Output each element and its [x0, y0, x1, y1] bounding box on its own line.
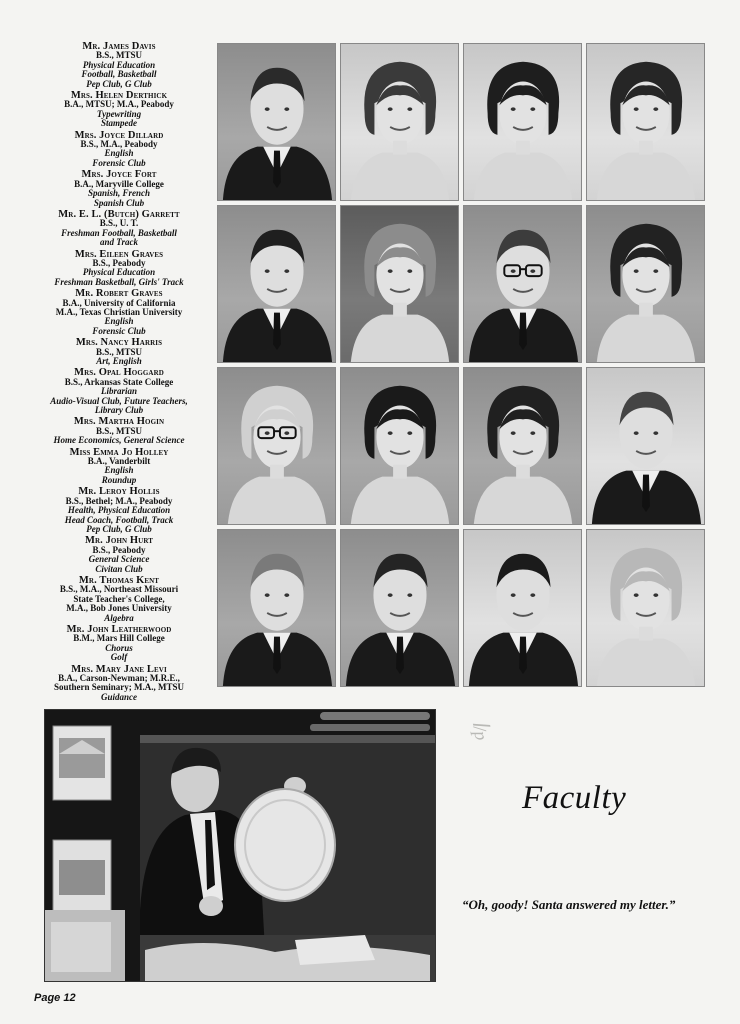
faculty-portrait — [586, 367, 705, 525]
faculty-duty: Spanish, French — [87, 188, 151, 199]
faculty-duty: Library Club — [94, 405, 144, 416]
faculty-portrait — [340, 367, 459, 525]
page-number: Page 12 — [34, 992, 76, 1004]
faculty-duty: English — [104, 316, 134, 327]
faculty-duty: English — [104, 148, 134, 159]
faculty-portrait — [463, 205, 582, 363]
faculty-degree: B.S., Peabody — [92, 257, 146, 268]
faculty-duty: Freshman Football, Basketball — [61, 227, 177, 238]
portrait-photo — [464, 206, 581, 362]
faculty-entry — [30, 625, 208, 663]
faculty-duty: Roundup — [101, 474, 137, 485]
portrait-photo — [464, 530, 581, 686]
faculty-portrait — [586, 205, 705, 363]
faculty-duty: Forensic Club — [92, 157, 146, 168]
faculty-degree: B.S., M.A., Northeast Missouri — [59, 584, 179, 595]
faculty-portrait — [217, 205, 336, 363]
section-title: Faculty — [522, 780, 627, 816]
faculty-entry — [30, 289, 208, 336]
faculty-duty: Football, Basketball — [81, 69, 157, 80]
faculty-degree: B.A., Carson-Newman; M.R.E., — [58, 673, 180, 683]
faculty-degree: B.S., M.A., Peabody — [80, 139, 158, 150]
faculty-entry — [30, 42, 208, 89]
faculty-duty: Stampede — [101, 118, 137, 129]
faculty-duty: Pep Club, G Club — [86, 523, 152, 534]
faculty-name: Mr. John Hurt — [84, 535, 154, 547]
faculty-portrait — [586, 529, 705, 687]
faculty-degree: B.S., U. T. — [99, 218, 139, 229]
faculty-name: Mr. Robert Graves — [75, 288, 163, 300]
faculty-duty: General Science — [88, 554, 150, 565]
faculty-name: Mrs. Joyce Dillard — [74, 129, 164, 141]
faculty-degree: B.A., Vanderbilt — [87, 456, 151, 467]
faculty-name: Mrs. Joyce Fort — [81, 169, 157, 181]
faculty-entry — [30, 576, 208, 623]
portrait-photo — [341, 44, 458, 200]
faculty-portrait — [217, 529, 336, 687]
portrait-photo — [587, 44, 704, 200]
faculty-entry — [30, 368, 208, 415]
faculty-duty: Algebra — [104, 612, 134, 623]
faculty-degree: M.A., Texas Christian University — [55, 306, 183, 317]
faculty-degree: B.S., Peabody — [92, 544, 146, 555]
portrait-photo — [218, 44, 335, 200]
faculty-entry — [30, 210, 208, 248]
faculty-degree: B.A., MTSU; M.A., Peabody — [64, 99, 174, 110]
faculty-name: Mrs. Eileen Graves — [74, 248, 164, 260]
faculty-entry — [30, 417, 208, 445]
faculty-duty: Physical Education — [82, 59, 156, 70]
portrait-photo — [464, 368, 581, 524]
faculty-portrait-grid — [217, 43, 706, 687]
pencil-mark: ꟾ/р — [468, 719, 492, 742]
faculty-captions — [30, 42, 208, 704]
faculty-duty: Head Coach, Football, Track — [64, 514, 174, 525]
faculty-name: Mr. Leroy Hollis — [78, 486, 160, 498]
portrait-photo — [341, 206, 458, 362]
photo-caption-quote: “Oh, goody! Santa answered my letter.” — [462, 897, 676, 912]
faculty-degree: M.A., Bob Jones University — [66, 603, 172, 614]
faculty-duty: English — [104, 465, 134, 476]
faculty-entry — [30, 487, 208, 534]
faculty-portrait — [463, 367, 582, 525]
faculty-name: Miss Emma Jo Holley — [69, 446, 169, 458]
portrait-photo — [587, 206, 704, 362]
faculty-portrait — [340, 205, 459, 363]
faculty-name: Mrs. Nancy Harris — [75, 337, 163, 349]
faculty-portrait — [463, 529, 582, 687]
faculty-entry — [30, 338, 208, 366]
classroom-photo — [44, 709, 436, 982]
faculty-entry — [30, 250, 208, 288]
faculty-duty: Physical Education — [82, 267, 156, 278]
portrait-photo — [218, 206, 335, 362]
faculty-entry — [30, 170, 208, 208]
portrait-photo — [341, 530, 458, 686]
faculty-degree: State Teacher's College, — [73, 593, 165, 604]
faculty-duty: Civitan Club — [95, 563, 143, 574]
faculty-name: Mr. James Davis — [82, 41, 156, 52]
faculty-portrait — [340, 529, 459, 687]
faculty-degree: B.A., University of California — [62, 297, 176, 308]
faculty-name: Mr. John Leatherwood — [66, 623, 172, 635]
faculty-degree: B.S., MTSU — [95, 425, 142, 436]
faculty-degree: B.S., MTSU — [95, 50, 142, 61]
faculty-portrait — [217, 43, 336, 201]
faculty-duty: Freshman Basketball, Girls' Track — [54, 276, 184, 287]
faculty-name: Mr. E. L. (Butch) Garrett — [58, 208, 180, 220]
faculty-portrait — [217, 367, 336, 525]
faculty-duty: Chorus — [105, 642, 133, 653]
portrait-photo — [341, 368, 458, 524]
faculty-duty: Health, Physical Education — [67, 505, 171, 516]
faculty-entry — [30, 448, 208, 486]
faculty-name: Mrs. Helen Derthick — [70, 90, 168, 102]
faculty-degree: B.M., Mars Hill College — [73, 633, 165, 644]
faculty-duty: Art, English — [96, 356, 142, 366]
faculty-degree: B.S., Arkansas State College — [64, 376, 174, 387]
classroom-photo-illustration — [45, 710, 435, 981]
portrait-photo — [218, 530, 335, 686]
faculty-duty: Librarian — [100, 386, 137, 397]
faculty-duty: Pep Club, G Club — [86, 78, 152, 89]
portrait-photo — [587, 368, 704, 524]
faculty-degree: B.S., MTSU — [95, 346, 142, 357]
faculty-duty: and Track — [100, 237, 138, 248]
faculty-name: Mrs. Opal Hoggard — [74, 367, 164, 379]
faculty-entry — [30, 665, 208, 703]
faculty-portrait — [340, 43, 459, 201]
faculty-name: Mrs. Mary Jane Levi — [71, 663, 167, 675]
faculty-portrait — [463, 43, 582, 201]
faculty-degree: Southern Seminary; M.A., MTSU — [54, 682, 184, 693]
faculty-degree: B.A., Maryville College — [74, 178, 164, 189]
faculty-duty: Forensic Club — [92, 325, 146, 336]
faculty-duty: Golf — [110, 652, 128, 663]
faculty-duty: Guidance — [101, 691, 137, 702]
faculty-entry — [30, 91, 208, 129]
faculty-name: Mrs. Martha Hogin — [73, 416, 165, 428]
faculty-portrait — [586, 43, 705, 201]
portrait-photo — [464, 44, 581, 200]
faculty-name: Mr. Thomas Kent — [78, 574, 160, 586]
faculty-duty: Home Economics, General Science — [53, 435, 185, 446]
faculty-duty: Audio-Visual Club, Future Teachers, — [50, 395, 188, 406]
portrait-photo — [587, 530, 704, 686]
faculty-duty: Spanish Club — [93, 197, 145, 208]
portrait-photo — [218, 368, 335, 524]
faculty-entry — [30, 536, 208, 574]
faculty-entry — [30, 131, 208, 169]
faculty-degree: B.S., Bethel; M.A., Peabody — [65, 495, 173, 506]
faculty-duty: Typewriting — [96, 108, 142, 119]
